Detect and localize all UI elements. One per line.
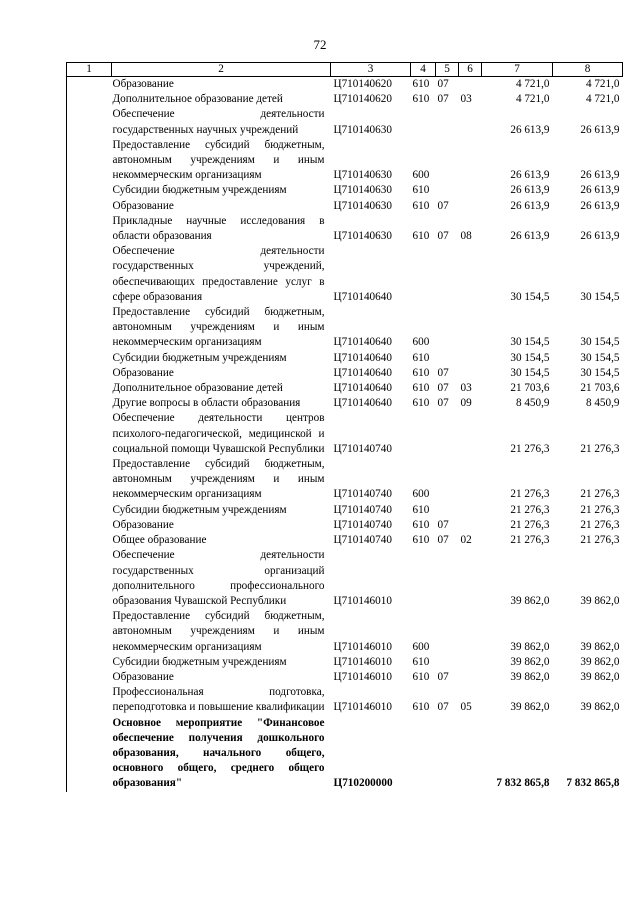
row-pr-cell [459,77,482,93]
row-pr-cell [459,503,482,518]
row-pr-cell [459,457,482,503]
table-body [67,77,623,792]
page-number: 72 [313,37,327,52]
row-number-cell [67,655,112,670]
row-rz-cell: 07 [437,366,449,379]
row-pr-cell [459,199,482,214]
row-vr-cell: 610 [412,78,430,90]
header-col-8: 8 [553,63,623,77]
row-vr-cell [411,107,436,137]
row-value-7-cell: 21 276,3 [510,442,550,455]
row-number-cell [67,366,112,381]
row-rz-cell: 07 [437,78,449,90]
header-col-1: 1 [67,63,112,77]
row-code-cell: Ц710146010 [333,701,392,714]
row-rz-cell: 07 [437,199,449,212]
row-value-8-cell: 39 862,0 [580,655,620,668]
table-row [67,77,623,93]
row-code-cell: Ц710140740 [333,534,392,547]
row-vr-cell [411,411,436,457]
row-vr-cell: 600 [412,336,430,349]
row-pr-cell: 08 [460,230,472,243]
row-value-8-cell: 21 276,3 [580,518,620,531]
table-row [67,214,623,244]
table-row [67,183,623,198]
row-value-7-cell: 21 276,3 [510,518,550,531]
row-name-cell: Прикладные научные исследования в области образования [112,214,325,243]
row-number-cell [67,609,112,655]
row-name-cell: Дополнительное образование детей [112,382,283,395]
row-number-cell [67,548,112,609]
row-vr-cell: 610 [412,184,430,197]
header-col-2: 2 [112,63,331,77]
row-pr-cell: 03 [460,93,472,106]
row-pr-cell [459,670,482,685]
row-value-8-cell: 30 154,5 [580,351,620,364]
row-rz-cell: 07 [437,701,449,714]
row-pr-cell: 03 [460,382,472,395]
row-code-cell: Ц710140640 [333,366,392,379]
row-value-8-cell: 30 154,5 [580,336,620,349]
row-number-cell [67,183,112,198]
row-name-cell: Обеспечение деятельности государственных организаций дополнительного профессионального образования Чувашской Республики [112,549,325,607]
row-name-cell: Субсидии бюджетным учреждениям [112,351,287,364]
row-name-cell: Обеспечение деятельности государственных учреждений, обеспечивающих предоставление услуг в сфере образования [112,245,325,303]
row-code-cell: Ц710140640 [333,336,392,349]
row-rz-cell [436,411,459,457]
table-row [67,685,623,715]
row-name-cell: Образование [112,78,174,90]
header-col-4: 4 [411,63,436,77]
row-vr-cell: 610 [412,397,430,410]
row-value-8-cell: 26 613,9 [580,230,620,243]
row-number-cell [67,138,112,184]
row-vr-cell: 610 [412,382,430,395]
row-number-cell [67,214,112,244]
row-rz-cell [436,457,459,503]
row-pr-cell [459,518,482,533]
row-code-cell: Ц710140740 [333,503,392,516]
table-row [67,518,623,533]
row-name-cell: Дополнительное образование детей [112,93,283,106]
row-code-cell: Ц710140630 [333,123,392,136]
row-rz-cell [436,351,459,366]
row-code-cell: Ц710140620 [333,78,392,90]
row-pr-cell [459,716,482,792]
row-pr-cell [459,305,482,351]
row-vr-cell: 610 [412,655,430,668]
row-number-cell [67,107,112,137]
row-vr-cell: 610 [412,93,430,106]
row-number-cell [67,411,112,457]
row-rz-cell: 07 [437,230,449,243]
table-row [67,199,623,214]
row-vr-cell: 600 [412,640,430,653]
row-value-7-cell: 39 862,0 [510,594,550,607]
row-vr-cell: 610 [412,701,430,714]
row-rz-cell [436,609,459,655]
header-col-5: 5 [436,63,459,77]
row-pr-cell: 02 [460,534,472,547]
row-value-8-cell: 26 613,9 [580,184,620,197]
row-vr-cell: 610 [412,518,430,531]
row-rz-cell [436,183,459,198]
row-number-cell [67,351,112,366]
row-value-8-cell: 39 862,0 [580,640,620,653]
row-value-8-cell: 26 613,9 [580,123,620,136]
row-name-cell: Субсидии бюджетным учреждениям [112,503,287,516]
row-code-cell: Ц710140630 [333,169,392,182]
row-rz-cell: 07 [437,382,449,395]
row-pr-cell [459,548,482,609]
row-rz-cell [436,244,459,305]
row-value-8-cell: 39 862,0 [580,701,620,714]
row-vr-cell: 610 [412,351,430,364]
row-vr-cell: 600 [412,488,430,501]
row-value-8-cell: 26 613,9 [580,199,620,212]
row-rz-cell: 07 [437,518,449,531]
row-pr-cell [459,609,482,655]
row-code-cell: Ц710140740 [333,518,392,531]
row-code-cell: Ц710140640 [333,351,392,364]
row-name-cell: Обеспечение деятельности центров психолого-педагогической, медицинской и социальной помощи Чувашской Республики [112,412,325,455]
row-code-cell: Ц710140640 [333,397,392,410]
row-name-cell: Образование [112,518,174,531]
row-name-cell: Субсидии бюджетным учреждениям [112,655,287,668]
row-code-cell: Ц710140740 [333,442,392,455]
row-value-7-cell: 4 721,0 [515,78,550,90]
table-row [67,533,623,548]
row-rz-cell [436,107,459,137]
table-row [67,366,623,381]
row-name-cell: Предоставление субсидий бюджетным, автономным учреждениям и иным некоммерческим организациям [112,458,325,501]
row-pr-cell [459,244,482,305]
row-value-7-cell: 26 613,9 [510,184,550,197]
table-row [67,670,623,685]
row-vr-cell: 610 [412,230,430,243]
row-pr-cell: 09 [460,397,472,410]
row-value-7-cell: 39 862,0 [510,655,550,668]
row-number-cell [67,305,112,351]
row-rz-cell [436,716,459,792]
row-vr-cell: 610 [412,534,430,547]
row-value-8-cell: 21 276,3 [580,503,620,516]
budget-table [66,62,623,792]
row-value-8-cell: 8 450,9 [585,397,620,410]
row-vr-cell: 610 [412,199,430,212]
row-number-cell [67,199,112,214]
row-number-cell [67,396,112,411]
table-row [67,548,623,609]
table-row [67,503,623,518]
row-pr-cell [459,655,482,670]
row-vr-cell [411,548,436,609]
row-value-7-cell: 39 862,0 [510,701,550,714]
row-name-cell: Профессиональная подготовка, переподготовка и повышение квалификации [112,686,325,714]
row-value-8-cell: 21 276,3 [580,534,620,547]
row-number-cell [67,381,112,396]
row-value-7-cell: 21 276,3 [510,503,550,516]
row-number-cell [67,518,112,533]
row-number-cell [67,670,112,685]
row-code-cell: Ц710146010 [333,670,392,683]
table-row [67,396,623,411]
row-code-cell: Ц710140640 [333,382,392,395]
table-row [67,411,623,457]
row-rz-cell: 07 [437,534,449,547]
row-value-8-cell: 21 276,3 [580,488,620,501]
row-value-7-cell: 21 276,3 [510,488,550,501]
row-number-cell [67,77,112,93]
row-vr-cell [411,244,436,305]
row-code-cell: Ц710146010 [333,640,392,653]
row-vr-cell: 610 [412,503,430,516]
row-code-cell: Ц710140740 [333,488,392,501]
row-pr-cell [459,107,482,137]
row-value-7-cell: 7 832 865,8 [496,777,550,790]
row-rz-cell: 07 [437,670,449,683]
row-value-8-cell: 26 613,9 [580,169,620,182]
row-name-cell: Основное мероприятие "Финансовое обеспечение получения дошкольного образования, начального общего, основного общего, среднего общего образования" [112,716,325,790]
row-rz-cell [436,305,459,351]
row-code-cell: Ц710140630 [333,184,392,197]
table-row [67,381,623,396]
row-rz-cell [436,655,459,670]
row-code-cell: Ц710140630 [333,230,392,243]
row-rz-cell [436,138,459,184]
row-number-cell [67,716,112,792]
row-vr-cell: 610 [412,366,430,379]
row-code-cell: Ц710146010 [333,655,392,668]
row-value-8-cell: 30 154,5 [580,366,620,379]
row-value-8-cell: 7 832 865,8 [566,777,620,790]
row-rz-cell: 07 [437,93,449,106]
row-value-7-cell: 30 154,5 [510,366,550,379]
row-number-cell [67,685,112,715]
row-number-cell [67,533,112,548]
row-value-7-cell: 26 613,9 [510,230,550,243]
row-name-cell: Предоставление субсидий бюджетным, автономным учреждениям и иным некоммерческим организациям [112,610,325,653]
row-value-7-cell: 26 613,9 [510,123,550,136]
row-name-cell: Общее образование [112,534,207,547]
row-value-7-cell: 30 154,5 [510,336,550,349]
row-value-8-cell: 4 721,0 [585,78,620,90]
row-pr-cell [459,366,482,381]
row-rz-cell [436,503,459,518]
table-row [67,244,623,305]
table-row [67,305,623,351]
header-row [67,63,623,77]
row-vr-cell: 610 [412,670,430,683]
table-row [67,138,623,184]
row-value-7-cell: 21 276,3 [510,534,550,547]
header-col-3: 3 [331,63,411,77]
row-value-7-cell: 39 862,0 [510,670,550,683]
row-code-cell: Ц710146010 [333,594,392,607]
row-name-cell: Субсидии бюджетным учреждениям [112,184,287,197]
table-row [67,609,623,655]
row-value-7-cell: 30 154,5 [510,351,550,364]
row-number-cell [67,244,112,305]
row-value-8-cell: 21 276,3 [580,442,620,455]
row-value-7-cell: 39 862,0 [510,640,550,653]
row-value-7-cell: 26 613,9 [510,169,550,182]
row-rz-cell: 07 [437,397,449,410]
row-name-cell: Образование [112,199,174,212]
header-col-6: 6 [459,63,482,77]
row-name-cell: Предоставление субсидий бюджетным, автономным учреждениям и иным некоммерческим организациям [112,306,325,349]
table-row [67,92,623,107]
table-row [67,716,623,792]
row-name-cell: Образование [112,366,174,379]
row-value-7-cell: 8 450,9 [515,397,550,410]
row-name-cell: Предоставление субсидий бюджетным, автономным учреждениям и иным некоммерческим организациям [112,138,325,182]
row-rz-cell [436,548,459,609]
row-value-8-cell: 39 862,0 [580,670,620,683]
row-name-cell: Обеспечение деятельности государственных научных учреждений [112,108,325,136]
row-pr-cell: 05 [460,701,472,714]
row-pr-cell [459,351,482,366]
row-value-8-cell: 39 862,0 [580,594,620,607]
row-value-7-cell: 26 613,9 [510,199,550,212]
table-row [67,655,623,670]
row-pr-cell [459,411,482,457]
table-row [67,107,623,137]
row-value-8-cell: 4 721,0 [585,93,620,106]
row-value-8-cell: 30 154,5 [580,290,620,303]
row-pr-cell [459,138,482,184]
table-row [67,457,623,503]
row-code-cell: Ц710140620 [333,93,392,106]
row-number-cell [67,503,112,518]
table-header [67,63,623,77]
row-vr-cell: 600 [412,169,430,182]
row-name-cell: Другие вопросы в области образования [112,397,301,410]
row-code-cell: Ц710140640 [333,290,392,303]
row-vr-cell [411,716,436,792]
row-code-cell: Ц710200000 [333,777,393,790]
header-col-7: 7 [482,63,553,77]
table-row [67,351,623,366]
row-name-cell: Образование [112,670,174,683]
row-value-7-cell: 30 154,5 [510,290,550,303]
row-number-cell [67,92,112,107]
row-value-8-cell: 21 703,6 [580,382,620,395]
row-value-7-cell: 21 703,6 [510,382,550,395]
row-number-cell [67,457,112,503]
row-code-cell: Ц710140630 [333,199,392,212]
row-value-7-cell: 4 721,0 [515,93,550,106]
row-pr-cell [459,183,482,198]
